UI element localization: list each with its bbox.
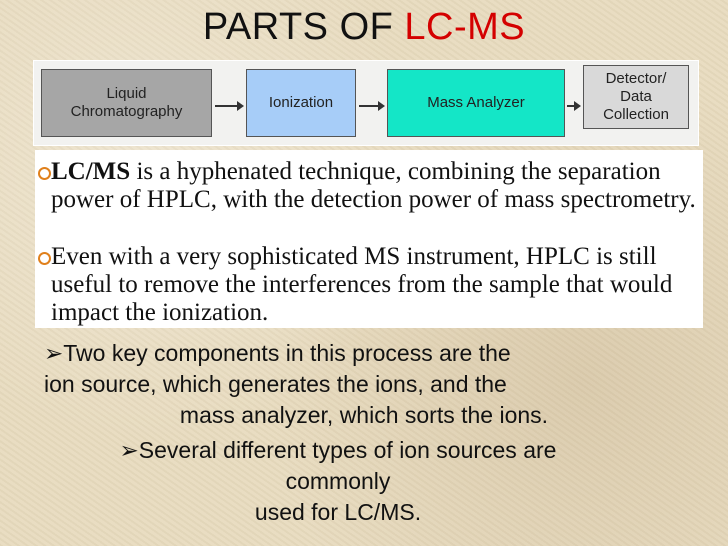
arrow-icon	[567, 101, 581, 111]
text-line: mass analyzer, which sorts the ions.	[179, 402, 549, 428]
text-line: commonly	[285, 468, 391, 494]
bullet-text: Even with a very sophisticated MS instrument, HPLC is still useful to remove the interferences from the sample that would impact the ionization.	[51, 243, 673, 326]
box-ionization: Ionization	[246, 69, 356, 137]
box-detector-data-collection: Detector/ Data Collection	[583, 65, 689, 129]
arrow-icon	[215, 101, 244, 111]
box-liquid-chromatography: Liquid Chromatography	[41, 69, 212, 137]
circle-bullet-icon	[38, 167, 51, 180]
title-prefix: PARTS OF	[202, 6, 405, 48]
text-line: ➢Several different types of ion sources are	[119, 437, 557, 463]
title-accent: LC-MS	[404, 6, 526, 48]
circle-bullet-icon	[38, 252, 51, 265]
arrow-icon	[359, 101, 385, 111]
bullet-paragraph-lcms	[51, 158, 701, 214]
point-key-components	[44, 338, 684, 431]
text-line: ion source, which generates the ions, and the	[44, 371, 507, 397]
text-line: used for LC/MS.	[254, 499, 422, 525]
bullet-text: is a hyphenated technique, combining the separation power of HPLC, with the detection power of mass spectrometry.	[51, 158, 696, 213]
text-line: ➢Two key components in this process are the	[44, 340, 511, 366]
description-textbox	[35, 150, 703, 328]
slide-title	[0, 6, 728, 49]
lcms-flow-diagram	[33, 60, 699, 146]
bullet-paragraph-hplc	[51, 243, 701, 327]
term-lcms: LC/MS	[51, 158, 131, 185]
point-ion-sources	[38, 435, 638, 528]
box-mass-analyzer: Mass Analyzer	[387, 69, 565, 137]
